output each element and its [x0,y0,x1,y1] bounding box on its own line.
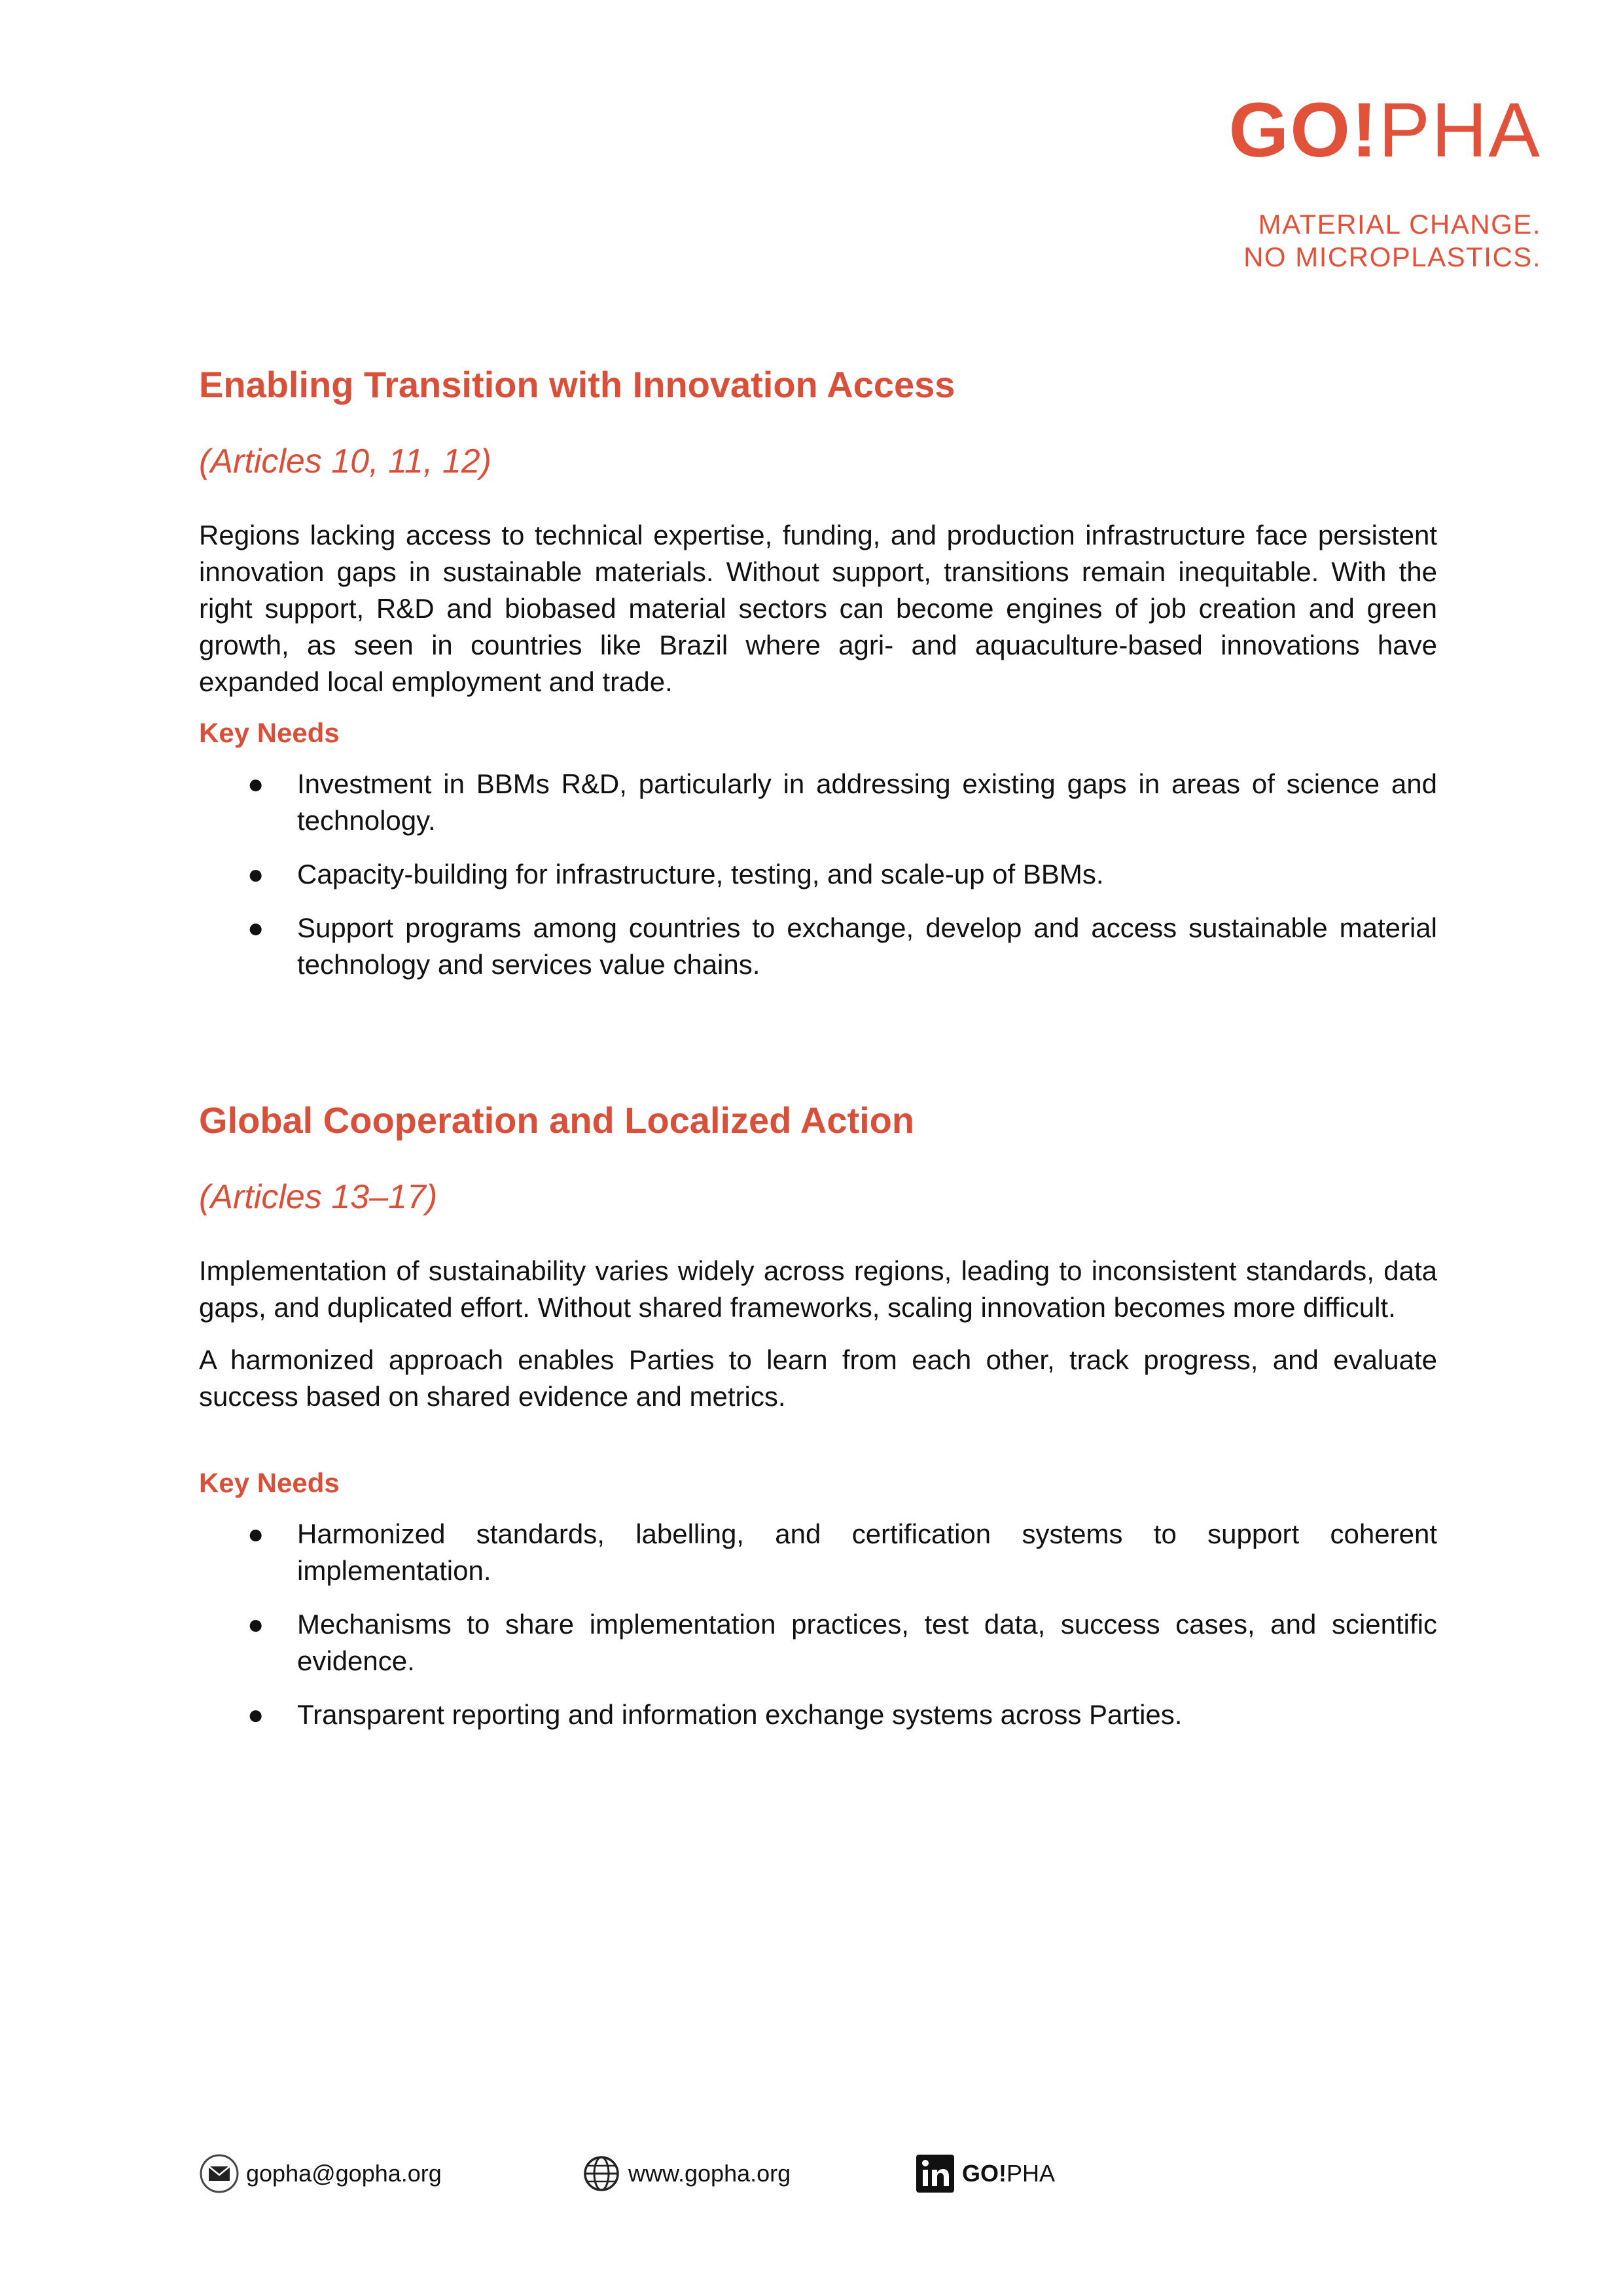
logo-go: GO! [1228,87,1379,173]
bullet-icon: ● [247,768,264,799]
logo-wordmark [1228,87,1541,173]
gopha-logo [1228,87,1541,274]
list-item: ● Transparent reporting and information exchange systems across Parties. [199,1696,1437,1733]
logo-pha: PHA [1378,87,1541,173]
footer-linkedin[interactable] [915,2153,1055,2194]
bullet-icon: ● [247,859,264,889]
list-item: ● Harmonized standards, labelling, and certification systems to support coherent implementation. [199,1516,1437,1589]
footer-website[interactable] [581,2153,791,2194]
email-icon [199,2153,240,2194]
list-item: ● Capacity-building for infrastructure, testing, and scale-up of BBMs. [199,856,1437,893]
bullet-icon: ● [247,1518,264,1549]
section2-intro-2: A harmonized approach enables Parties to learn from each other, track progress, and evaluate success based on shared evidence and metrics. [199,1344,1437,1412]
section1-key-needs-label: Key Needs [199,717,340,748]
logo-tagline [1228,208,1541,274]
tagline-line-1: MATERIAL CHANGE. [1258,209,1541,240]
tagline-line-2: NO MICROPLASTICS. [1243,242,1541,272]
bullet-icon: ● [247,912,264,943]
section1-needs-list [199,766,1437,983]
section1-intro: Regions lacking access to technical expertise, funding, and production infrastructure face persistent innovation gaps in sustainable materials. Without support, transitions remain inequitable. With the right support, R&D and biobased material sectors can become engines of job creation and green growth, as seen in countries like Brazil where agri- and aquaculture-based innovations have expanded local employment and trade. [199,520,1437,697]
section2-needs-list [199,1516,1437,1733]
footer-email-text[interactable]: gopha@gopha.org [246,2160,442,2187]
footer-email[interactable] [199,2153,442,2194]
footer-website-text[interactable]: www.gopha.org [628,2160,791,2187]
globe-icon [581,2153,622,2194]
bullet-icon: ● [247,1699,264,1730]
section2-title: Global Cooperation and Localized Action [199,1100,915,1141]
section-innovation-access [199,359,1437,1000]
section2-key-needs-label: Key Needs [199,1467,340,1498]
section2-intro: Implementation of sustainability varies widely across regions, leading to inconsistent standards, data gaps, and duplicated effort. Without shared frameworks, scaling innovation becomes more difficult. [199,1255,1437,1323]
footer-linkedin-text[interactable]: GO!PHA [962,2160,1056,2187]
footer [199,2153,1437,2199]
list-item: ● Investment in BBMs R&D, particularly in addressing existing gaps in areas of science and technology. [199,766,1437,839]
section1-articles: (Articles 10, 11, 12) [199,442,492,480]
section2-articles: (Articles 13–17) [199,1178,438,1216]
section-global-cooperation [199,1094,1437,1750]
linkedin-icon [915,2153,955,2194]
bullet-icon: ● [247,1609,264,1640]
list-item: ● Support programs among countries to exchange, develop and access sustainable material technology and services value chains. [199,910,1437,983]
list-item: ● Mechanisms to share implementation practices, test data, success cases, and scientific evidence. [199,1606,1437,1679]
section1-title: Enabling Transition with Innovation Access [199,364,955,405]
